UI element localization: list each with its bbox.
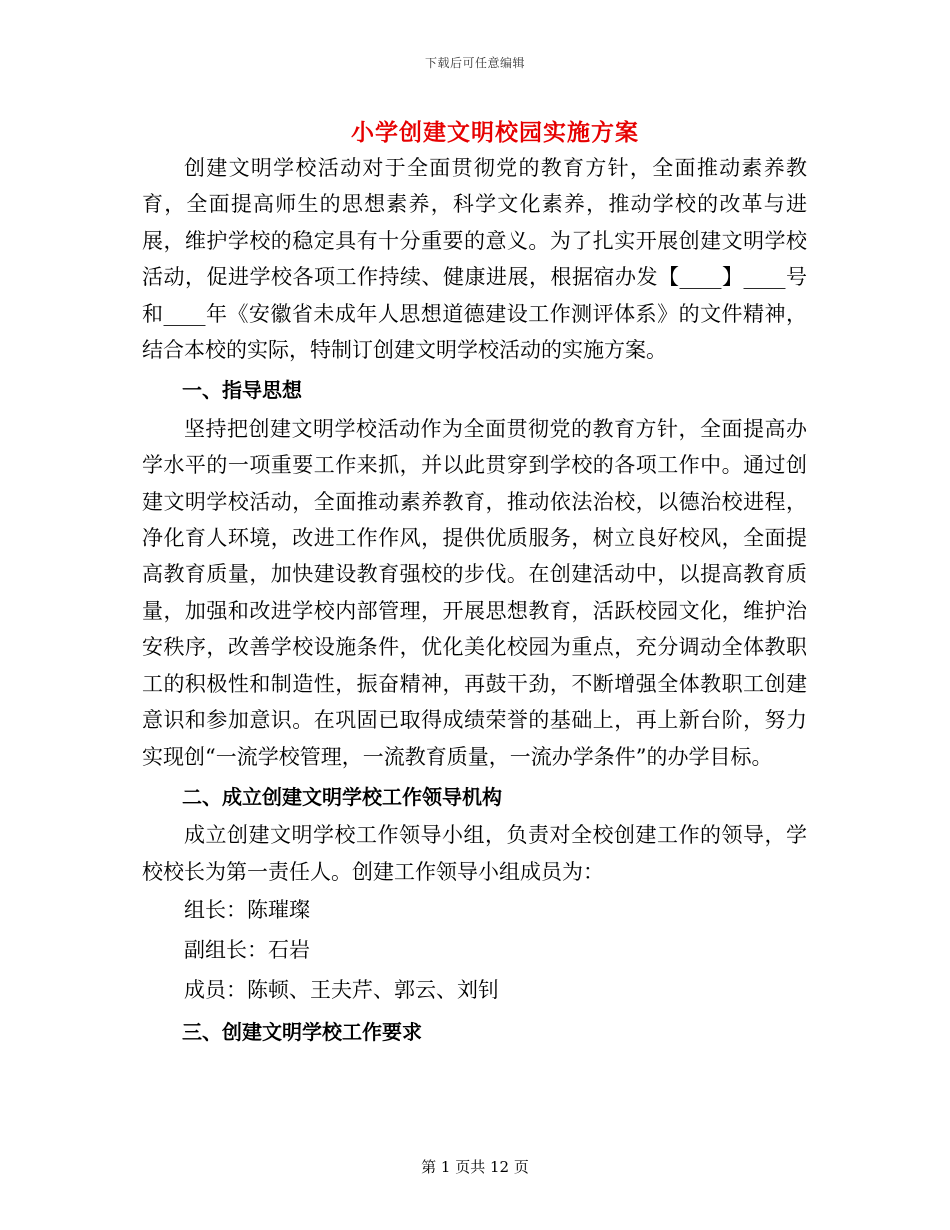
members-line: 成员：陈顿、王夫芹、郭云、刘钊 bbox=[184, 978, 499, 1003]
leader-line: 组长：陈璀璨 bbox=[184, 898, 310, 923]
document-title: 小学创建文明校园实施方案 bbox=[351, 119, 639, 146]
document-body bbox=[142, 150, 807, 1053]
guiding-ideology-paragraph: 坚持把创建文明学校活动作为全面贯彻党的教育方针，全面提高办学水平的一项重要工作来抓，并以此贯穿到学校的各项工作中。通过创建文明学校活动，全面推动素养教育，推动依法治校，以德治校进程，净化育人环境，改进工作作风，提供优质服务，树立良好校风，全面提高教育质量，加快建设教育强校的步伐。在创建活动中，以提高教育质量，加强和改进学校内部管理，开展思想教育，活跃校园文化，维护治安秩序，改善学校设施条件，优化美化校园为重点，充分调动全体教职工的积极性和制造性，振奋精神，再鼓干劲，不断增强全体教职工创建意识和参加意识。在巩固已取得成绩荣誉的基础上，再上新台阶，努力实现创“一流学校管理，一流教育质量，一流办学条件”的办学目标。 bbox=[142, 416, 807, 769]
page-header-note: 下载后可任意编辑 bbox=[424, 56, 525, 70]
section-heading-requirements: 三、创建文明学校工作要求 bbox=[182, 1020, 422, 1045]
intro-paragraph: 创建文明学校活动对于全面贯彻党的教育方针，全面推动素养教育，全面提高师生的思想素养，科学文化素养，推动学校的改革与进展，维护学校的稳定具有十分重要的意义。为了扎实开展创建文明学校活动，促进学校各项工作持续、健康进展，根据宿办发【____】____号和____年《安徽省未成年人思想道德建设工作测评体系》的文件精神，结合本校的实际，特制订创建文明学校活动的实施方案。 bbox=[142, 156, 807, 363]
section-heading-guiding-ideology: 一、指导思想 bbox=[182, 378, 302, 403]
leadership-paragraph: 成立创建文明学校工作领导小组，负责对全校创建工作的领导，学校校长为第一责任人。创建工作领导小组成员为： bbox=[142, 823, 807, 884]
deputy-leader-line: 副组长：石岩 bbox=[184, 938, 310, 963]
page-footer: 第 1 页共 12 页 bbox=[421, 1158, 529, 1176]
section-heading-leadership: 二、成立创建文明学校工作领导机构 bbox=[182, 784, 502, 809]
